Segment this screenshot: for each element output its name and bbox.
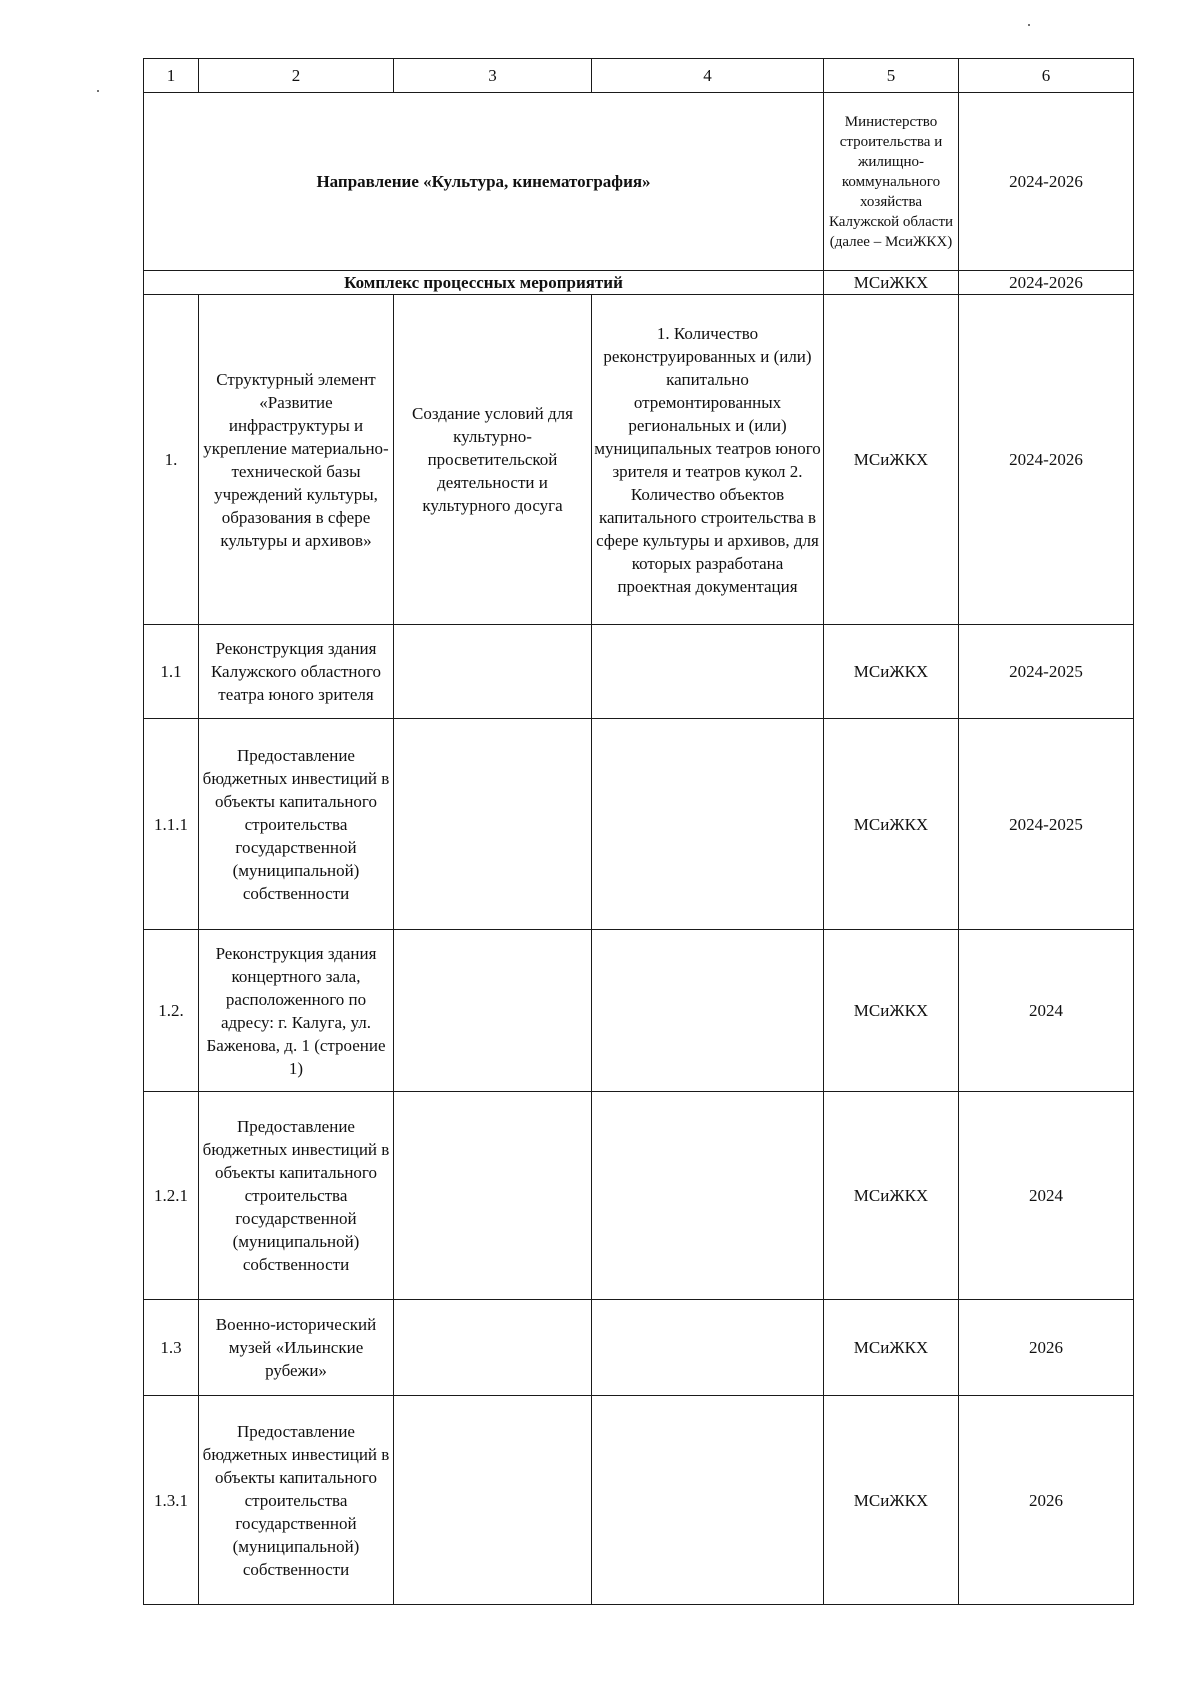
- direction-period: 2024-2026: [959, 93, 1134, 271]
- row-number: 1.1: [144, 625, 199, 719]
- direction-row: [144, 93, 1134, 271]
- row-indicator: [592, 1092, 824, 1300]
- row-number: 1.3: [144, 1300, 199, 1396]
- row-name: Реконструкция здания концертного зала, расположенного по адресу: г. Калуга, ул. Баженова, д. 1 (строение 1): [199, 930, 394, 1092]
- row-name: Военно-исторический музей «Ильинские рубежи»: [199, 1300, 394, 1396]
- row-indicator: [592, 625, 824, 719]
- row-indicator: [592, 1396, 824, 1605]
- column-number: 1: [144, 59, 199, 93]
- complex-responsible: МСиЖКХ: [824, 271, 959, 295]
- table-row: [144, 930, 1134, 1092]
- row-task: [394, 1300, 592, 1396]
- column-number: 6: [959, 59, 1134, 93]
- table-row: [144, 295, 1134, 625]
- scan-speck: [97, 90, 99, 92]
- row-period: 2026: [959, 1396, 1134, 1605]
- row-period: 2024: [959, 1092, 1134, 1300]
- column-number-row: [144, 59, 1134, 93]
- complex-period: 2024-2026: [959, 271, 1134, 295]
- row-period: 2024-2025: [959, 719, 1134, 930]
- complex-row: [144, 271, 1134, 295]
- row-name: Реконструкция здания Калужского областного театра юного зрителя: [199, 625, 394, 719]
- measures-table: [143, 58, 1134, 1605]
- row-responsible: МСиЖКХ: [824, 625, 959, 719]
- row-task: [394, 1092, 592, 1300]
- table-row: [144, 719, 1134, 930]
- direction-title: Направление «Культура, кинематография»: [144, 93, 824, 271]
- row-number: 1.3.1: [144, 1396, 199, 1605]
- row-responsible: МСиЖКХ: [824, 719, 959, 930]
- row-task: [394, 930, 592, 1092]
- row-responsible: МСиЖКХ: [824, 295, 959, 625]
- row-name: Структурный элемент «Развитие инфраструктуры и укрепление материально-технической базы учреждений культуры, образования в сфере культуры и архивов»: [199, 295, 394, 625]
- row-number: 1.: [144, 295, 199, 625]
- row-number: 1.1.1: [144, 719, 199, 930]
- scan-speck: [1028, 24, 1030, 26]
- row-indicator: 1. Количество реконструированных и (или) капитально отремонтированных региональных и (или) муниципальных театров юного зрителя и театров кукол 2. Количество объектов капитального строительства в сфере культуры и архивов, для которых разработана проектная документация: [592, 295, 824, 625]
- table-row: [144, 1092, 1134, 1300]
- complex-title: Комплекс процессных мероприятий: [144, 271, 824, 295]
- row-task: [394, 625, 592, 719]
- table-row: [144, 1300, 1134, 1396]
- column-number: 3: [394, 59, 592, 93]
- row-task: [394, 1396, 592, 1605]
- row-period: 2024-2026: [959, 295, 1134, 625]
- row-indicator: [592, 719, 824, 930]
- row-name: Предоставление бюджетных инвестиций в объекты капитального строительства государственной (муниципальной) собственности: [199, 1092, 394, 1300]
- row-responsible: МСиЖКХ: [824, 1300, 959, 1396]
- table-row: [144, 1396, 1134, 1605]
- row-indicator: [592, 1300, 824, 1396]
- row-period: 2024-2025: [959, 625, 1134, 719]
- row-task: Создание условий для культурно-просветительской деятельности и культурного досуга: [394, 295, 592, 625]
- row-task: [394, 719, 592, 930]
- row-name: Предоставление бюджетных инвестиций в объекты капитального строительства государственной (муниципальной) собственности: [199, 1396, 394, 1605]
- row-indicator: [592, 930, 824, 1092]
- row-name: Предоставление бюджетных инвестиций в объекты капитального строительства государственной (муниципальной) собственности: [199, 719, 394, 930]
- column-number: 4: [592, 59, 824, 93]
- direction-responsible: Министерство строительства и жилищно-коммунального хозяйства Калужской области (далее – МсиЖКХ): [824, 93, 959, 271]
- row-responsible: МСиЖКХ: [824, 1092, 959, 1300]
- row-period: 2024: [959, 930, 1134, 1092]
- row-period: 2026: [959, 1300, 1134, 1396]
- column-number: 2: [199, 59, 394, 93]
- table-row: [144, 625, 1134, 719]
- column-number: 5: [824, 59, 959, 93]
- row-number: 1.2.: [144, 930, 199, 1092]
- row-responsible: МСиЖКХ: [824, 930, 959, 1092]
- row-responsible: МСиЖКХ: [824, 1396, 959, 1605]
- row-number: 1.2.1: [144, 1092, 199, 1300]
